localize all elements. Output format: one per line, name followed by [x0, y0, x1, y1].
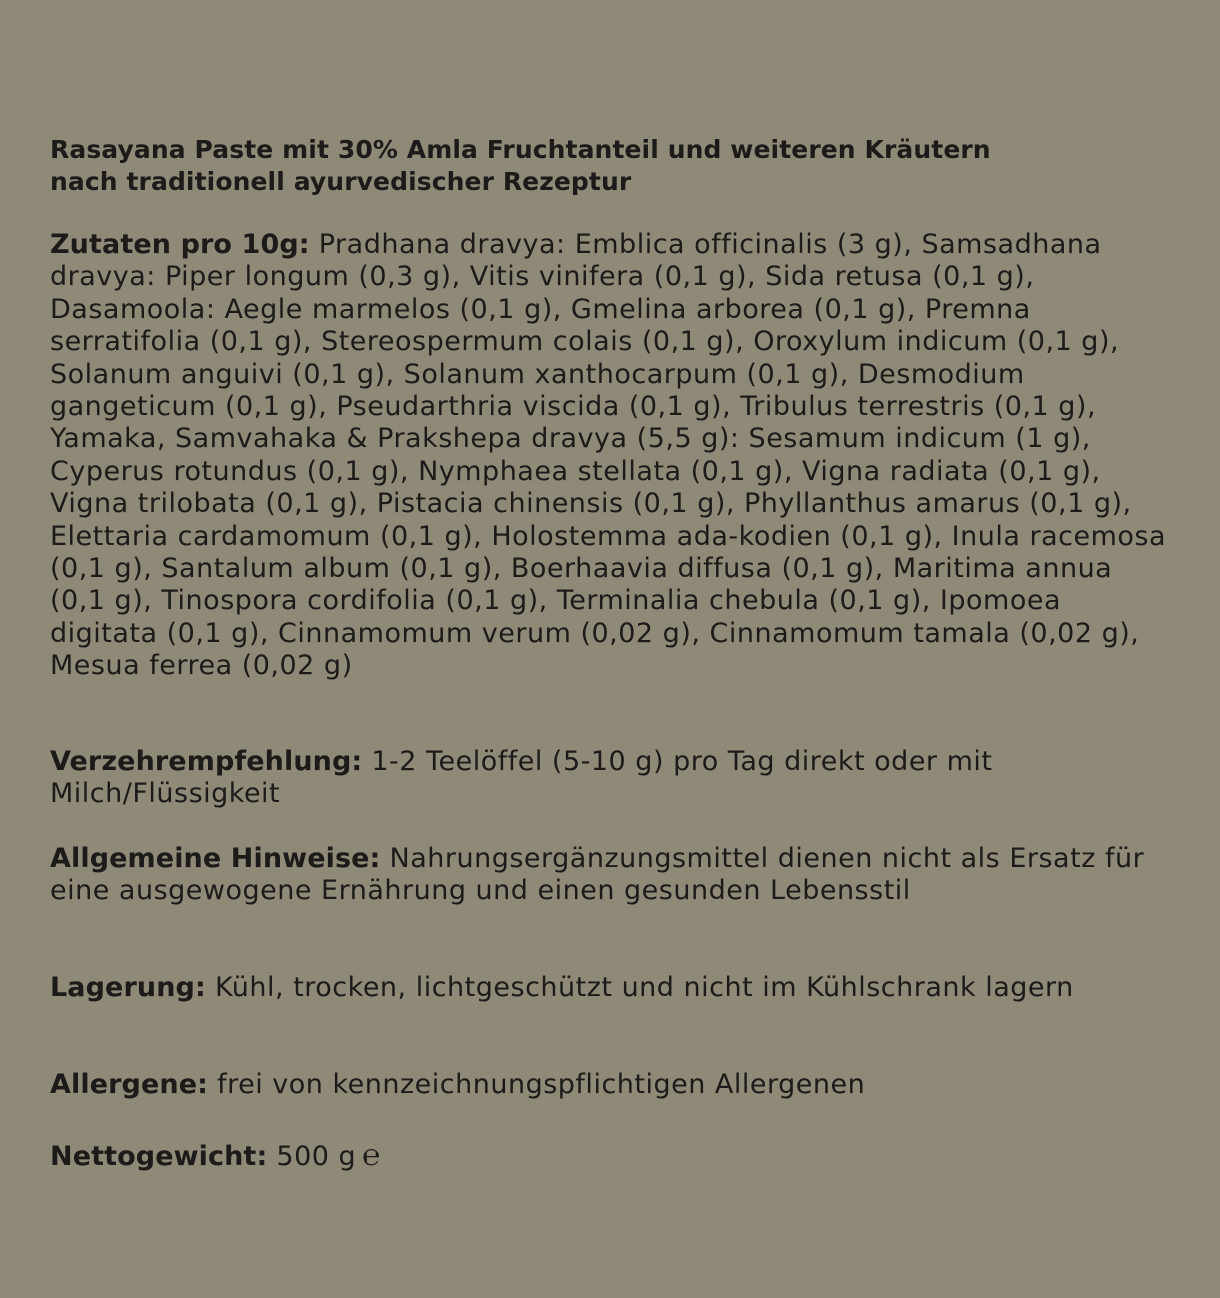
net-weight-section: [50, 1140, 1170, 1173]
general-notes-section: [50, 843, 1170, 908]
storage-label: Lagerung:: [50, 972, 206, 1003]
allergens-text: frei von kennzeichnungspflichtigen Allergenen: [208, 1069, 866, 1100]
storage-section: [50, 972, 1170, 1004]
ingredients-section: [50, 229, 1170, 683]
product-title: [50, 134, 1170, 198]
general-notes-text: Nahrungsergänzungsmittel dienen nicht als Ersatz für eine ausgewogene Ernährung und einen gesunden Lebensstil: [50, 843, 1145, 907]
storage-text: Kühl, trocken, lichtgeschützt und nicht im Kühlschrank lagern: [205, 972, 1074, 1003]
dosage-section: [50, 746, 1170, 811]
dosage-text: 1-2 Teelöffel (5-10 g) pro Tag direkt oder mit Milch/Flüssigkeit: [50, 746, 993, 810]
product-title-line-2: nach traditionell ayurvedischer Rezeptur: [50, 167, 632, 196]
product-title-line-1: Rasayana Paste mit 30% Amla Fruchtanteil und weiteren Kräutern: [50, 135, 991, 164]
net-weight-label: Nettogewicht:: [50, 1141, 268, 1172]
allergens-section: [50, 1069, 1170, 1101]
net-weight-text: 500 g: [267, 1141, 357, 1172]
ingredients-text: Pradhana dravya: Emblica officinalis (3 g), Samsadhana dravya: Piper longum (0,3 g), Vitis vinifera (0,1 g), Sida retusa (0,1 g), Dasamoola: Aegle marmelos (0,1 g), Gmelina arborea (0,1 g), Premna serratifolia (0,1 g), Stereospermum colais (0,1 g), Oroxylum indicum (0,1 g), Solanum anguivi (0,1 g), Solanum xanthocarpum (0,1 g), Desmodium gangeticum (0,1 g), Pseudarthria viscida (0,1 g), Tribulus terrestris (0,1 g), Yamaka, Samvahaka & Prakshepa dravya (5,5 g): Sesamum indicum (1 g), Cyperus rotundus (0,1 g), Nymphaea stellata (0,1 g), Vigna radiata (0,1 g), Vigna trilobata (0,1 g), Pistacia chinensis (0,1 g), Phyllanthus amarus (0,1 g), Elettaria cardamomum (0,1 g), Holostemma ada-kodien (0,1 g), Inula racemosa (0,1 g), Santalum album (0,1 g), Boerhaavia diffusa (0,1 g), Maritima annua (0,1 g), Tinospora cordifolia (0,1 g), Terminalia chebula (0,1 g), Ipomoea digitata (0,1 g), Cinnamomum verum (0,02 g), Cinnamomum tamala (0,02 g), Mesua ferrea (0,02 g): [50, 229, 1167, 682]
estimated-sign-icon: ℮: [362, 1138, 381, 1173]
allergens-label: Allergene:: [50, 1069, 209, 1100]
ingredients-label: Zutaten pro 10g:: [50, 229, 310, 260]
dosage-label: Verzehrempfehlung:: [50, 746, 363, 777]
general-notes-label: Allgemeine Hinweise:: [50, 843, 381, 874]
